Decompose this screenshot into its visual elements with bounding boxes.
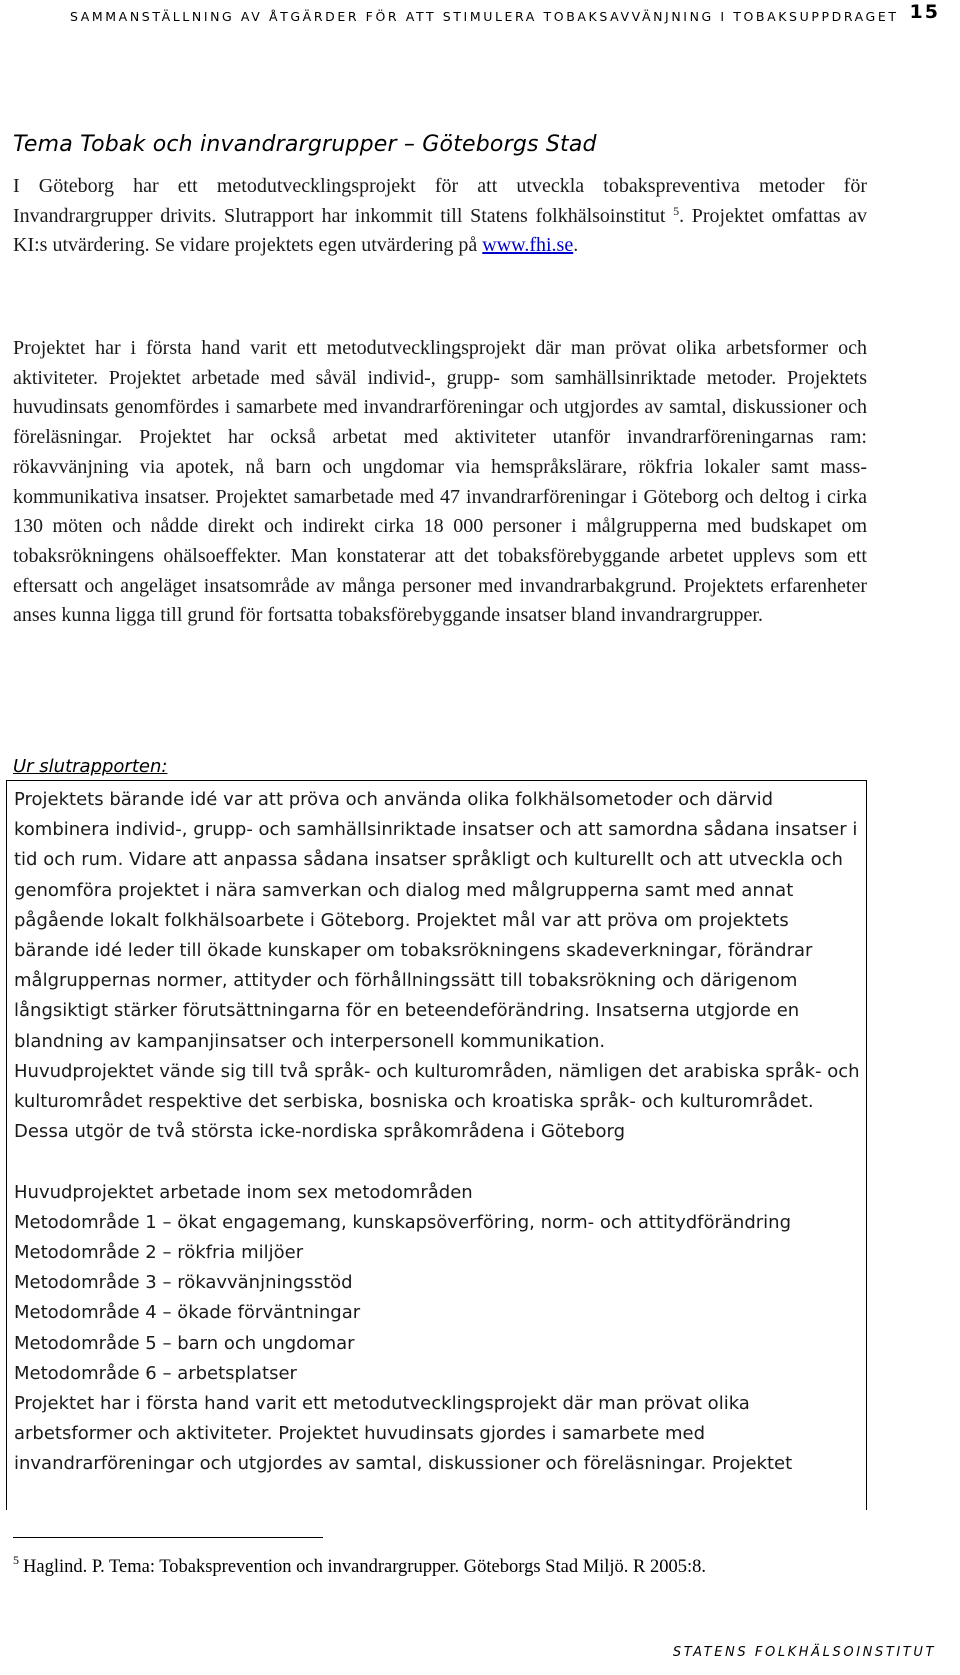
footnote: [13, 1553, 707, 1578]
method-item: Metodområde 3 – rökavvänjningsstöd: [14, 1272, 353, 1294]
footnote-number: 5: [13, 1553, 19, 1567]
footnote-reference[interactable]: 5: [673, 203, 680, 218]
link-end: .: [573, 234, 579, 257]
method-item: Metodområde 5 – barn och ungdomar: [14, 1332, 355, 1354]
report-paragraph-3: Projektet har i första hand varit ett metodutvecklingsprojekt där man prövat olika arbetsformer och aktiviteter. Projektet huvudinsats gjordes i samarbete med invandrarföreningar och utgjordes av samtal, diskussioner och föreläsningar. Projektet: [14, 1393, 793, 1475]
intro-paragraph: [13, 172, 867, 261]
summary-paragraph: Projektet har i första hand varit ett metodutvecklingsprojekt där man prövat olika arbetsformer och aktiviteter. Projektet arbetade med såväl individ-, grupp- som samhällsinriktade metoder. Projektets huvudinsats genomfördes i samarbete med invandrarföreningar och utgjordes av samtal, diskussioner och föreläsningar. Projektet har också arbetat med aktiviteter utanför invandrarföreningarnas ram: rökavvänjning via apotek, nå barn och ungdomar via hemspråkslärare, rökfria lokaler samt mass-kommunikativa insatser. Projektet samarbetade med 47 invandrarföreningar i Göteborg och deltog i cirka 130 möten och nådde direkt och indirekt cirka 18 000 personer i målgrupperna med budskapet om tobaksrökningens ohälsoeffekter. Man konstaterar att det tobaksförebyggande arbetet upplevs som ett eftersatt och angeläget insatsområde av många personer med invandrarbakgrund. Projektets erfarenheter anses kunna ligga till grund för fortsatta tobaksförebyggande insatser bland invandrargrupper.: [13, 337, 867, 627]
footer-publisher: STATENS FOLKHÄLSOINSTITUT: [672, 1645, 936, 1660]
section-title: Tema Tobak och invandrargrupper – Göteborgs Stad: [13, 132, 597, 157]
intro-text-continued: . Projektet omfattas av KI:s utvärdering. Se vidare projektets egen utvärdering på: [13, 204, 867, 257]
spacer: [14, 1147, 860, 1177]
running-header: [70, 3, 940, 29]
report-box-text: [14, 785, 860, 1480]
footnote-divider: [13, 1537, 323, 1538]
method-item: Metodområde 1 – ökat engagemang, kunskapsöverföring, norm- och attitydförändring: [14, 1211, 792, 1233]
method-list-heading: Huvudprojektet arbetade inom sex metodområden: [14, 1181, 473, 1203]
method-item: Metodområde 2 – rökfria miljöer: [14, 1242, 304, 1264]
method-item: Metodområde 6 – arbetsplatser: [14, 1362, 297, 1384]
method-item: Metodområde 4 – ökade förväntningar: [14, 1302, 361, 1324]
fhi-link[interactable]: www.fhi.se: [482, 234, 574, 257]
intro-text: I Göteborg har ett metodutvecklingsprojekt för att utveckla tobakspreventiva metoder för Invandrargrupper drivits. Slutrapport har inkommit till Statens folkhälsoinstitut: [13, 175, 867, 227]
report-quote-box: [6, 780, 867, 1510]
report-box-label: Ur slutrapporten:: [13, 756, 168, 777]
running-title: SAMMANSTÄLLNING AV ÅTGÄRDER FÖR ATT STIMULERA TOBAKSAVVÄNJNING I TOBAKSUPPDRAGET: [70, 8, 899, 24]
page-number: 15: [909, 1, 940, 23]
report-paragraph-2: Huvudprojektet vände sig till två språk- och kulturområden, nämligen det arabiska språk- och kulturområdet respektive det serbiska, bosniska och kroatiska språk- och kulturområdet. Dessa utgör de två största icke-nordiska språkområdena i Göteborg: [14, 1060, 860, 1143]
footnote-text: Haglind. P. Tema: Tobaksprevention och invandrargrupper. Göteborgs Stad Miljö. R 2005:8.: [23, 1557, 707, 1577]
report-paragraph-1: Projektets bärande idé var att pröva och använda olika folkhälsometoder och därvid kombinera individ-, grupp- och samhällsinriktade insatser och att samordna sådana insatser i tid och rum. Vidare att anpassa sådana insatser språkligt och kulturellt och att utveckla och genomföra projektet i nära samverkan och dialog med målgrupperna samt med annat pågående lokalt folkhälsoarbete i Göteborg. Projektet mål var att pröva om projektets bärande idé leder till ökade kunskaper om tobaksrökningens skadeverkningar, förändrar målgruppernas normer, attityder och förhållningssätt till tobaksrökning och därigenom långsiktigt stärker förutsättningarna för en beteendeförändring. Insatserna utgjorde en blandning av kampanjinsatser och interpersonell kommunikation.: [14, 789, 858, 1052]
